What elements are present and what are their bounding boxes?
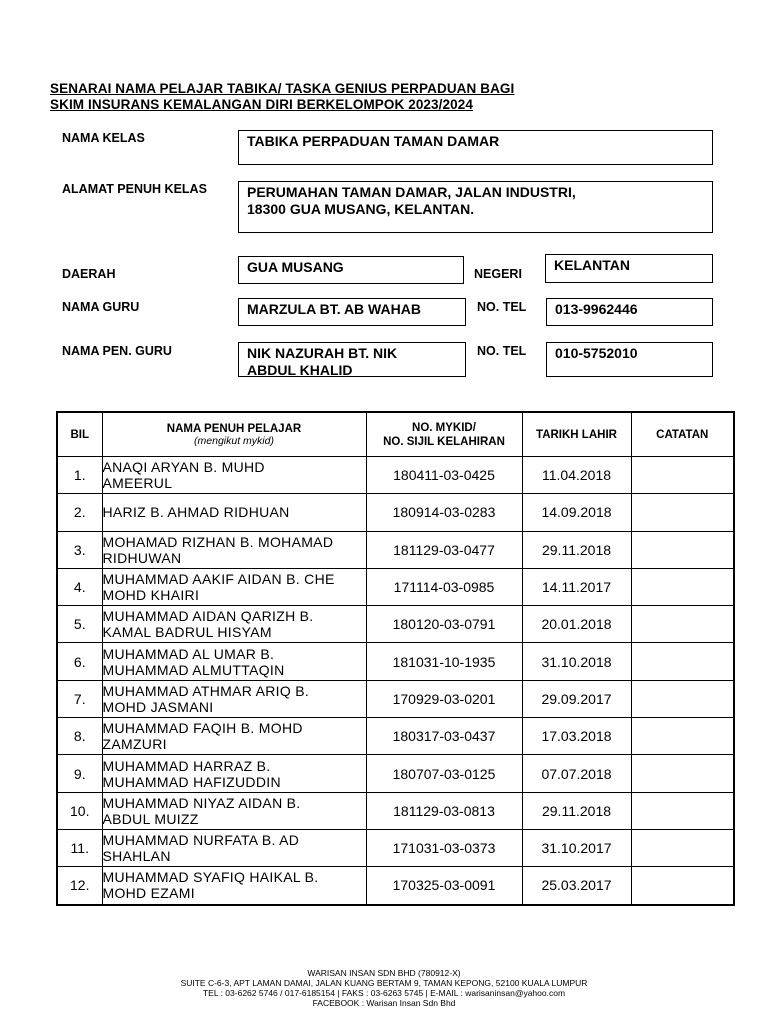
row-mykid-text: 180707-03-0125 <box>392 765 496 782</box>
row-nama <box>102 680 366 717</box>
negeri-field[interactable] <box>545 254 713 283</box>
row-mykid <box>366 718 522 755</box>
row-nama-text: RIDHUWAN <box>102 549 182 566</box>
row-mykid-text: 181031-10-1935 <box>392 653 496 670</box>
row-tarikh-lahir <box>522 606 631 643</box>
row-nama <box>102 494 366 531</box>
row-nama-text: MUHAMMAD NURFATA B. AD <box>102 832 300 849</box>
row-nama-text: SHAHLAN <box>102 848 171 865</box>
row-mykid <box>366 867 522 905</box>
row-catatan[interactable] <box>631 829 734 866</box>
alamat-line-2: 18300 GUA MUSANG, KELANTAN. <box>247 201 475 217</box>
row-bil <box>57 457 102 494</box>
table-row <box>57 494 734 531</box>
row-bil-text: 6. <box>73 653 86 670</box>
row-mykid-text: 180120-03-0791 <box>392 616 496 633</box>
row-nama <box>102 829 366 866</box>
row-tarikh-lahir <box>522 867 631 905</box>
row-nama-text: MUHAMMAD HAFIZUDDIN <box>102 773 281 790</box>
row-mykid <box>366 829 522 866</box>
negeri-label: NEGERI <box>474 267 522 281</box>
table-row <box>57 531 734 568</box>
row-tarikh-lahir-text: 07.07.2018 <box>541 765 612 782</box>
nama-kelas-label: NAMA KELAS <box>62 131 145 145</box>
header-mykid <box>366 412 522 457</box>
row-mykid-text: 180411-03-0425 <box>393 467 495 484</box>
row-mykid <box>366 494 522 531</box>
row-nama-text: MOHAMAD RIZHAN B. MOHAMAD <box>102 533 334 550</box>
row-bil-text: 7. <box>73 690 86 707</box>
row-bil-text: 9. <box>73 765 86 782</box>
row-bil <box>57 829 102 866</box>
row-nama-text: MUHAMMAD SYAFIQ HAIKAL B. <box>102 869 319 886</box>
row-tarikh-lahir <box>522 680 631 717</box>
row-nama-text: MUHAMMAD ATHMAR ARIQ B. <box>102 682 310 699</box>
row-bil <box>57 643 102 680</box>
pen-guru-line-1: NIK NAZURAH BT. NIK <box>247 345 398 361</box>
table-row <box>57 755 734 792</box>
row-nama-text: ANAQI ARYAN B. MUHD <box>102 459 265 476</box>
row-bil-text: 10. <box>70 802 90 819</box>
row-catatan[interactable] <box>631 755 734 792</box>
row-nama-text: ZAMZURI <box>102 736 167 753</box>
daerah-value: GUA MUSANG <box>247 259 344 275</box>
row-catatan[interactable] <box>631 531 734 568</box>
header-mykid-line-1: NO. MYKID/ <box>412 421 476 434</box>
row-tarikh-lahir-text: 29.11.2018 <box>541 802 612 819</box>
row-bil <box>57 755 102 792</box>
row-catatan[interactable] <box>631 792 734 829</box>
row-tarikh-lahir-text: 20.01.2018 <box>541 616 612 633</box>
table-row <box>57 867 734 905</box>
row-tarikh-lahir <box>522 792 631 829</box>
row-mykid-text: 170325-03-0091 <box>392 877 496 894</box>
alamat-label: ALAMAT PENUH KELAS <box>62 182 207 196</box>
row-nama-text: MOHD EZAMI <box>102 885 195 902</box>
row-bil-text: 5. <box>73 616 86 633</box>
row-nama <box>102 792 366 829</box>
row-tarikh-lahir <box>522 829 631 866</box>
row-catatan[interactable] <box>631 867 734 905</box>
pen-guru-field[interactable] <box>238 342 466 377</box>
pen-guru-tel-value: 010-5752010 <box>555 345 638 361</box>
row-mykid <box>366 755 522 792</box>
nama-guru-label: NAMA GURU <box>62 300 140 314</box>
row-tarikh-lahir <box>522 643 631 680</box>
row-mykid <box>366 531 522 568</box>
row-catatan[interactable] <box>631 568 734 605</box>
row-tarikh-lahir <box>522 718 631 755</box>
header-nama-sub: (mengikut mykid) <box>194 435 274 447</box>
row-nama-text: MOHD KHAIRI <box>102 587 200 604</box>
guru-tel-field[interactable] <box>546 298 713 326</box>
row-catatan[interactable] <box>631 457 734 494</box>
header-mykid-line-2: NO. SIJIL KELAHIRAN <box>383 435 505 448</box>
daerah-field[interactable] <box>238 256 464 284</box>
row-nama <box>102 457 366 494</box>
table-row <box>57 606 734 643</box>
row-nama <box>102 606 366 643</box>
footer-company: WARISAN INSAN SDN BHD (780912-X) <box>307 968 461 978</box>
row-nama-text: HARIZ B. AHMAD RIDHUAN <box>102 504 290 521</box>
nama-kelas-field[interactable] <box>238 130 713 165</box>
row-bil-text: 8. <box>73 728 86 745</box>
row-nama <box>102 867 366 905</box>
alamat-line-1: PERUMAHAN TAMAN DAMAR, JALAN INDUSTRI, <box>247 184 576 200</box>
table-row <box>57 680 734 717</box>
row-bil-text: 3. <box>73 541 86 558</box>
row-catatan[interactable] <box>631 718 734 755</box>
row-tarikh-lahir <box>522 494 631 531</box>
row-tarikh-lahir-text: 25.03.2017 <box>541 877 612 894</box>
row-tarikh-lahir <box>522 457 631 494</box>
row-bil-text: 12. <box>70 877 90 894</box>
row-catatan[interactable] <box>631 606 734 643</box>
row-bil-text: 1. <box>73 467 86 484</box>
table-row <box>57 829 734 866</box>
nama-guru-value: MARZULA BT. AB WAHAB <box>247 301 421 317</box>
row-bil <box>57 494 102 531</box>
row-mykid <box>366 457 522 494</box>
table-row <box>57 792 734 829</box>
row-nama <box>102 643 366 680</box>
row-catatan[interactable] <box>631 680 734 717</box>
row-bil <box>57 606 102 643</box>
row-nama-text: ABDUL MUIZZ <box>102 810 199 827</box>
row-catatan[interactable] <box>631 494 734 531</box>
row-nama-text: MUHAMMAD AL UMAR B. <box>102 645 275 662</box>
row-mykid <box>366 568 522 605</box>
row-nama <box>102 568 366 605</box>
document-title <box>50 81 514 113</box>
table-row <box>57 718 734 755</box>
footer-contact: TEL : 03-6262 5746 / 017-6185154 | FAKS : 03-6263 5745 | E-MAIL : warisaninsan@yahoo.com <box>202 988 566 998</box>
footer-facebook: FACEBOOK : Warisan Insan Sdn Bhd <box>312 998 456 1008</box>
row-tarikh-lahir-text: 29.09.2017 <box>541 690 612 707</box>
row-tarikh-lahir-text: 31.10.2018 <box>541 653 612 670</box>
row-nama <box>102 755 366 792</box>
row-mykid <box>366 643 522 680</box>
nama-kelas-value: TABIKA PERPADUAN TAMAN DAMAR <box>247 133 500 149</box>
row-mykid <box>366 680 522 717</box>
row-bil <box>57 680 102 717</box>
row-tarikh-lahir-text: 31.10.2017 <box>541 840 612 857</box>
table-header-row <box>57 412 734 457</box>
row-nama-text: MUHAMMAD AIDAN QARIZH B. <box>102 608 314 625</box>
row-nama-text: MUHAMMAD FAQIH B. MOHD <box>102 720 303 737</box>
row-tarikh-lahir <box>522 755 631 792</box>
nama-guru-field[interactable] <box>238 298 466 326</box>
daerah-label: DAERAH <box>62 267 116 281</box>
title-line-1: SENARAI NAMA PELAJAR TABIKA/ TASKA GENIUS PERPADUAN BAGI <box>50 81 515 96</box>
row-tarikh-lahir-text: 29.11.2018 <box>541 541 612 558</box>
row-nama <box>102 718 366 755</box>
pen-guru-line-2: ABDUL KHALID <box>247 362 353 378</box>
guru-tel-value: 013-9962446 <box>555 301 638 317</box>
row-bil <box>57 718 102 755</box>
title-line-2: SKIM INSURANS KEMALANGAN DIRI BERKELOMPOK 2023/2024 <box>50 97 473 112</box>
header-catatan: CATATAN <box>631 412 734 457</box>
row-bil <box>57 867 102 905</box>
row-nama-text: MUHAMMAD NIYAZ AIDAN B. <box>102 794 301 811</box>
footer <box>0 968 768 1008</box>
negeri-value: KELANTAN <box>554 257 630 273</box>
row-mykid-text: 181129-03-0477 <box>393 541 495 558</box>
row-nama-text: MUHAMMAD ALMUTTAQIN <box>102 661 285 678</box>
row-nama <box>102 531 366 568</box>
header-nama-label: NAMA PENUH PELAJAR <box>166 423 302 435</box>
alamat-field[interactable] <box>238 181 713 233</box>
row-bil-text: 2. <box>73 504 86 521</box>
row-bil <box>57 792 102 829</box>
row-mykid-text: 170929-03-0201 <box>392 690 496 707</box>
row-mykid-text: 181129-03-0813 <box>393 802 495 819</box>
row-bil-text: 4. <box>73 579 86 596</box>
guru-tel-label: NO. TEL <box>477 300 527 314</box>
row-tarikh-lahir <box>522 568 631 605</box>
row-nama-text: MOHD JASMANI <box>102 698 214 715</box>
row-mykid-text: 171031-03-0373 <box>392 840 496 857</box>
header-tarikh-lahir: TARIKH LAHIR <box>522 412 631 457</box>
table-row <box>57 643 734 680</box>
row-tarikh-lahir-text: 14.11.2017 <box>541 579 612 596</box>
row-bil <box>57 568 102 605</box>
row-mykid-text: 171114-03-0985 <box>393 579 495 596</box>
row-nama-text: MUHAMMAD HARRAZ B. <box>102 757 271 774</box>
row-nama-text: AMEERUL <box>102 475 173 492</box>
header-nama <box>102 412 366 457</box>
row-catatan[interactable] <box>631 643 734 680</box>
pen-guru-label: NAMA PEN. GURU <box>62 344 172 358</box>
pen-guru-tel-field[interactable] <box>546 342 713 377</box>
row-mykid-text: 180317-03-0437 <box>392 728 496 745</box>
row-tarikh-lahir <box>522 531 631 568</box>
pen-guru-tel-label: NO. TEL <box>477 344 527 358</box>
row-tarikh-lahir-text: 14.09.2018 <box>541 504 612 521</box>
row-bil <box>57 531 102 568</box>
row-bil-text: 11. <box>70 840 89 857</box>
row-mykid <box>366 606 522 643</box>
footer-address: SUITE C-6-3, APT LAMAN DAMAI, JALAN KUANG BERTAM 9, TAMAN KEPONG, 52100 KUALA LUMPUR <box>180 978 588 988</box>
table-row <box>57 568 734 605</box>
row-nama-text: MUHAMMAD AAKIF AIDAN B. CHE <box>102 571 335 588</box>
row-tarikh-lahir-text: 17.03.2018 <box>541 728 612 745</box>
table-row <box>57 457 734 494</box>
student-table <box>56 411 735 906</box>
header-bil: BIL <box>57 412 102 457</box>
row-mykid <box>366 792 522 829</box>
row-mykid-text: 180914-03-0283 <box>392 504 496 521</box>
row-nama-text: KAMAL BADRUL HISYAM <box>102 624 272 641</box>
row-tarikh-lahir-text: 11.04.2018 <box>541 467 612 484</box>
